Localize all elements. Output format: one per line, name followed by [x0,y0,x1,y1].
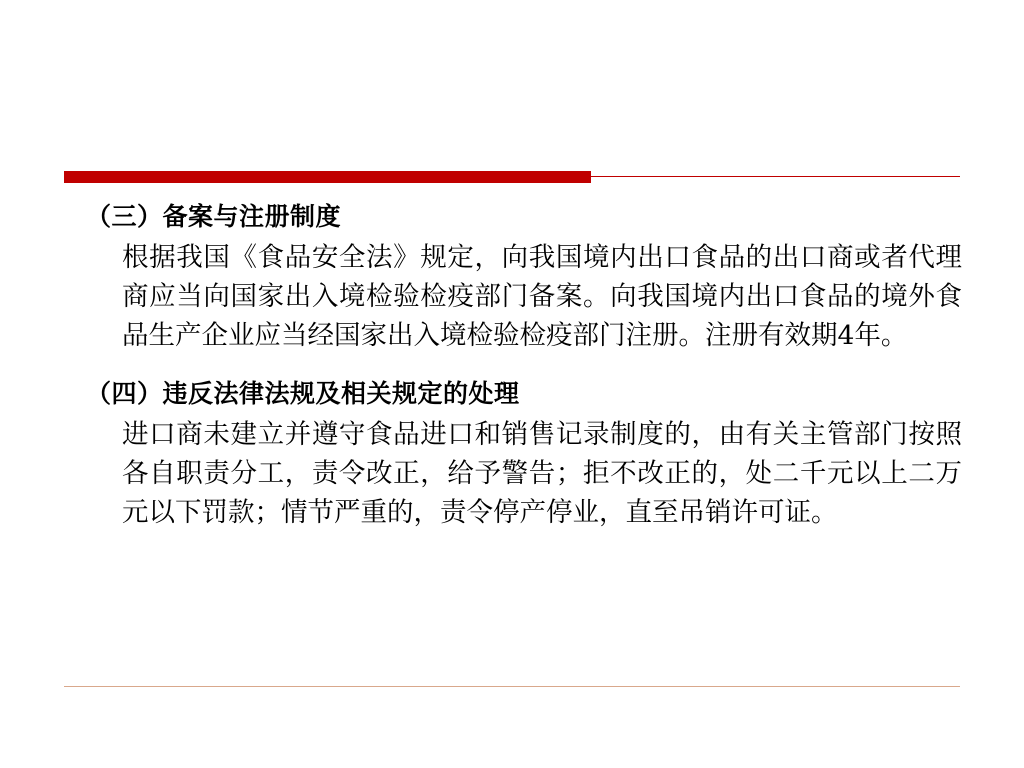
section-heading-2: （四）违反法律法规及相关规定的处理 [86,379,520,408]
section-body-2: 进口商未建立并遵守食品进口和销售记录制度的，由有关主管部门按照各自职责分工，责令改正，给予警告；拒不改正的，处二千元以上二万元以下罚款；情节严重的，责令停产停业，直至吊销许可证。 [122,419,962,528]
section-body-1: 根据我国《食品安全法》规定，向我国境内出口食品的出口商或者代理商应当向国家出入境检验检疫部门备案。向我国境内出口食品的境外食品生产企业应当经国家出入境检验检疫部门注册。注册有效期4年。 [122,242,962,351]
slide-content [64,198,964,542]
section-heading-1: （三）备案与注册制度 [86,202,342,231]
section-spacer [64,365,964,375]
top-accent-bar [64,171,591,183]
bottom-divider-line [64,686,960,687]
